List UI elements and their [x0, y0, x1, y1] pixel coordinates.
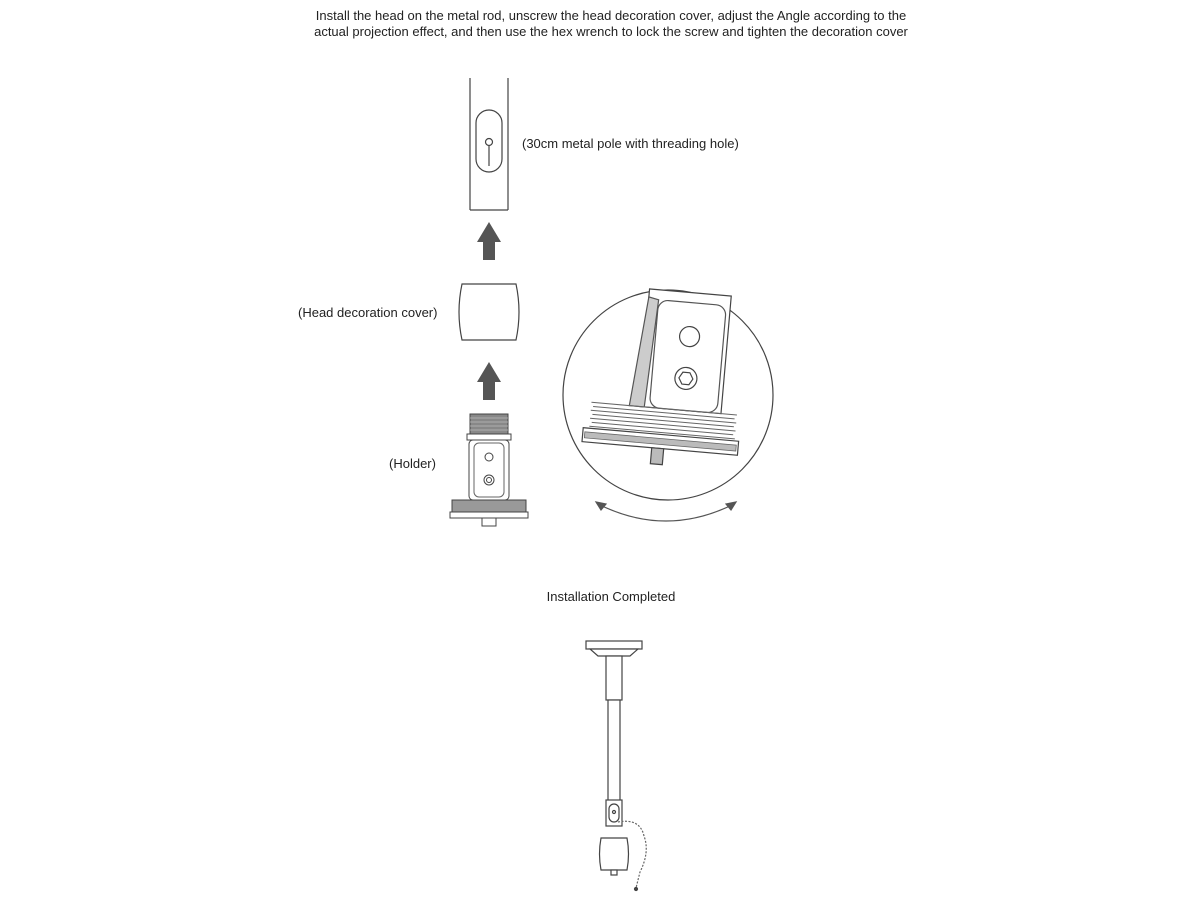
- arrow-up-icon: [477, 362, 501, 400]
- threading-hole: [486, 139, 493, 146]
- head-cover-label: (Head decoration cover): [298, 305, 438, 320]
- holder: [450, 414, 528, 526]
- instruction-line-2: actual projection effect, and then use the hex wrench to lock the screw and tighten the decoration cover: [314, 24, 908, 39]
- metal-pole: [470, 78, 508, 210]
- installation-completed-label: Installation Completed: [546, 589, 676, 604]
- holder-hole: [485, 453, 493, 461]
- metal-pole-label: (30cm metal pole with threading hole): [522, 136, 739, 151]
- completed-assembly: [586, 641, 646, 891]
- head-decoration-cover: [459, 284, 519, 340]
- zoomed-holder-detail: [563, 284, 773, 500]
- rotate-arc-icon: [596, 502, 736, 521]
- arrow-up-icon: [477, 222, 501, 260]
- instruction-line-1: Install the head on the metal rod, unscrew the head decoration cover, adjust the Angle according to the: [315, 8, 907, 23]
- holder-label: (Holder): [389, 456, 436, 471]
